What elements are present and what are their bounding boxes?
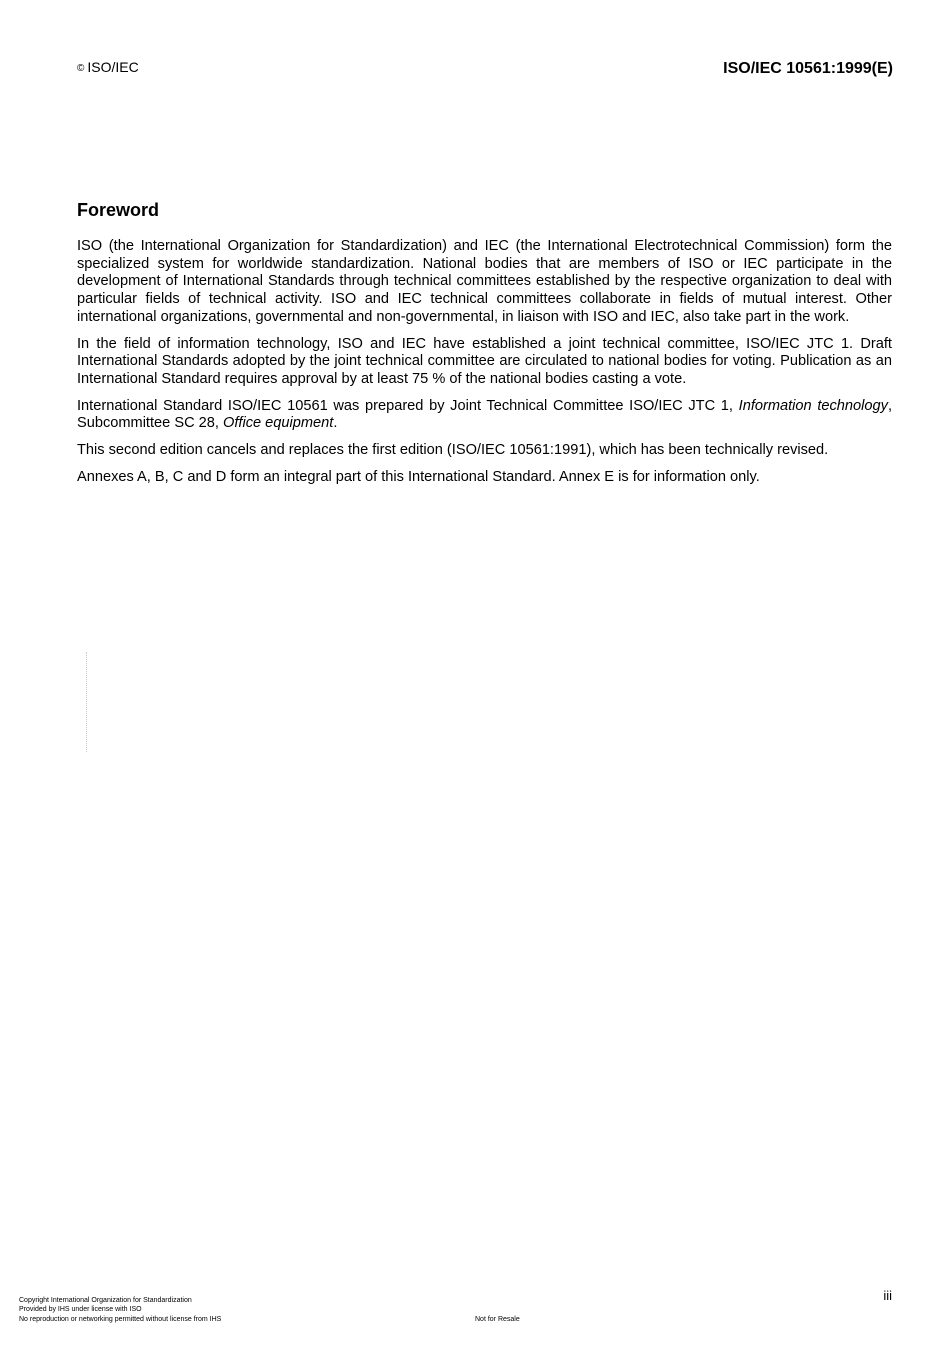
header-copyright — [77, 58, 139, 78]
paragraph-3-text-mid: , Subcommittee SC 28, — [77, 397, 892, 432]
paragraph-1: ISO (the International Organization for Standardization) and IEC (the International Electrotechnical Commission) form the specialized system for worldwide standardization. National bodies that are members of ISO or IEC participate in the development of International Standards through technical committees established by the respective organization to deal with particular fields of technical activity. ISO and IEC technical committees collaborate in fields of mutual interest. Other international organizations, governmental and non-governmental, in liaison with ISO and IEC, also take part in the work. — [77, 238, 892, 325]
paragraph-2: In the field of information technology, ISO and IEC have established a joint technical committee, ISO/IEC JTC 1. Draft International Standards adopted by the joint technical committee are circulated to national bodies for voting. Publication as an International Standard requires approval by at least 75 % of the national bodies casting a vote. — [77, 335, 892, 387]
copyright-owner: ISO/IEC — [87, 59, 139, 75]
paragraph-3 — [77, 398, 892, 433]
paragraph-4: This second edition cancels and replaces the first edition (ISO/IEC 10561:1991), which has been technically revised. — [77, 442, 829, 459]
paragraph-3-text-start: International Standard ISO/IEC 10561 was prepared by Joint Technical Committee ISO/IEC JTC 1, — [77, 397, 739, 414]
document-id: ISO/IEC 10561:1999(E) — [723, 60, 893, 77]
paragraph-3-text-end: . — [333, 415, 338, 432]
footer-line-2: Provided by IHS under license with ISO — [19, 1306, 142, 1314]
section-title: Foreword — [77, 200, 160, 220]
footer-line-3: No reproduction or networking permitted without license from IHS — [19, 1315, 222, 1323]
paragraph-5: Annexes A, B, C and D form an integral part of this International Standard. Annex E is for information only. — [77, 468, 760, 485]
paragraph-3-italic-information-technology: Information technology — [738, 397, 888, 414]
margin-marks — [86, 652, 89, 752]
footer-line-1: Copyright International Organization for Standardization — [19, 1297, 192, 1304]
footer-license — [19, 1296, 221, 1324]
paragraph-3-italic-office-equipment: Office equipment — [223, 415, 334, 432]
foreword-body — [77, 238, 892, 486]
page-number: iii — [883, 1288, 892, 1303]
copyright-symbol: © — [77, 63, 85, 74]
footer-not-for-resale: Not for Resale — [475, 1316, 520, 1323]
